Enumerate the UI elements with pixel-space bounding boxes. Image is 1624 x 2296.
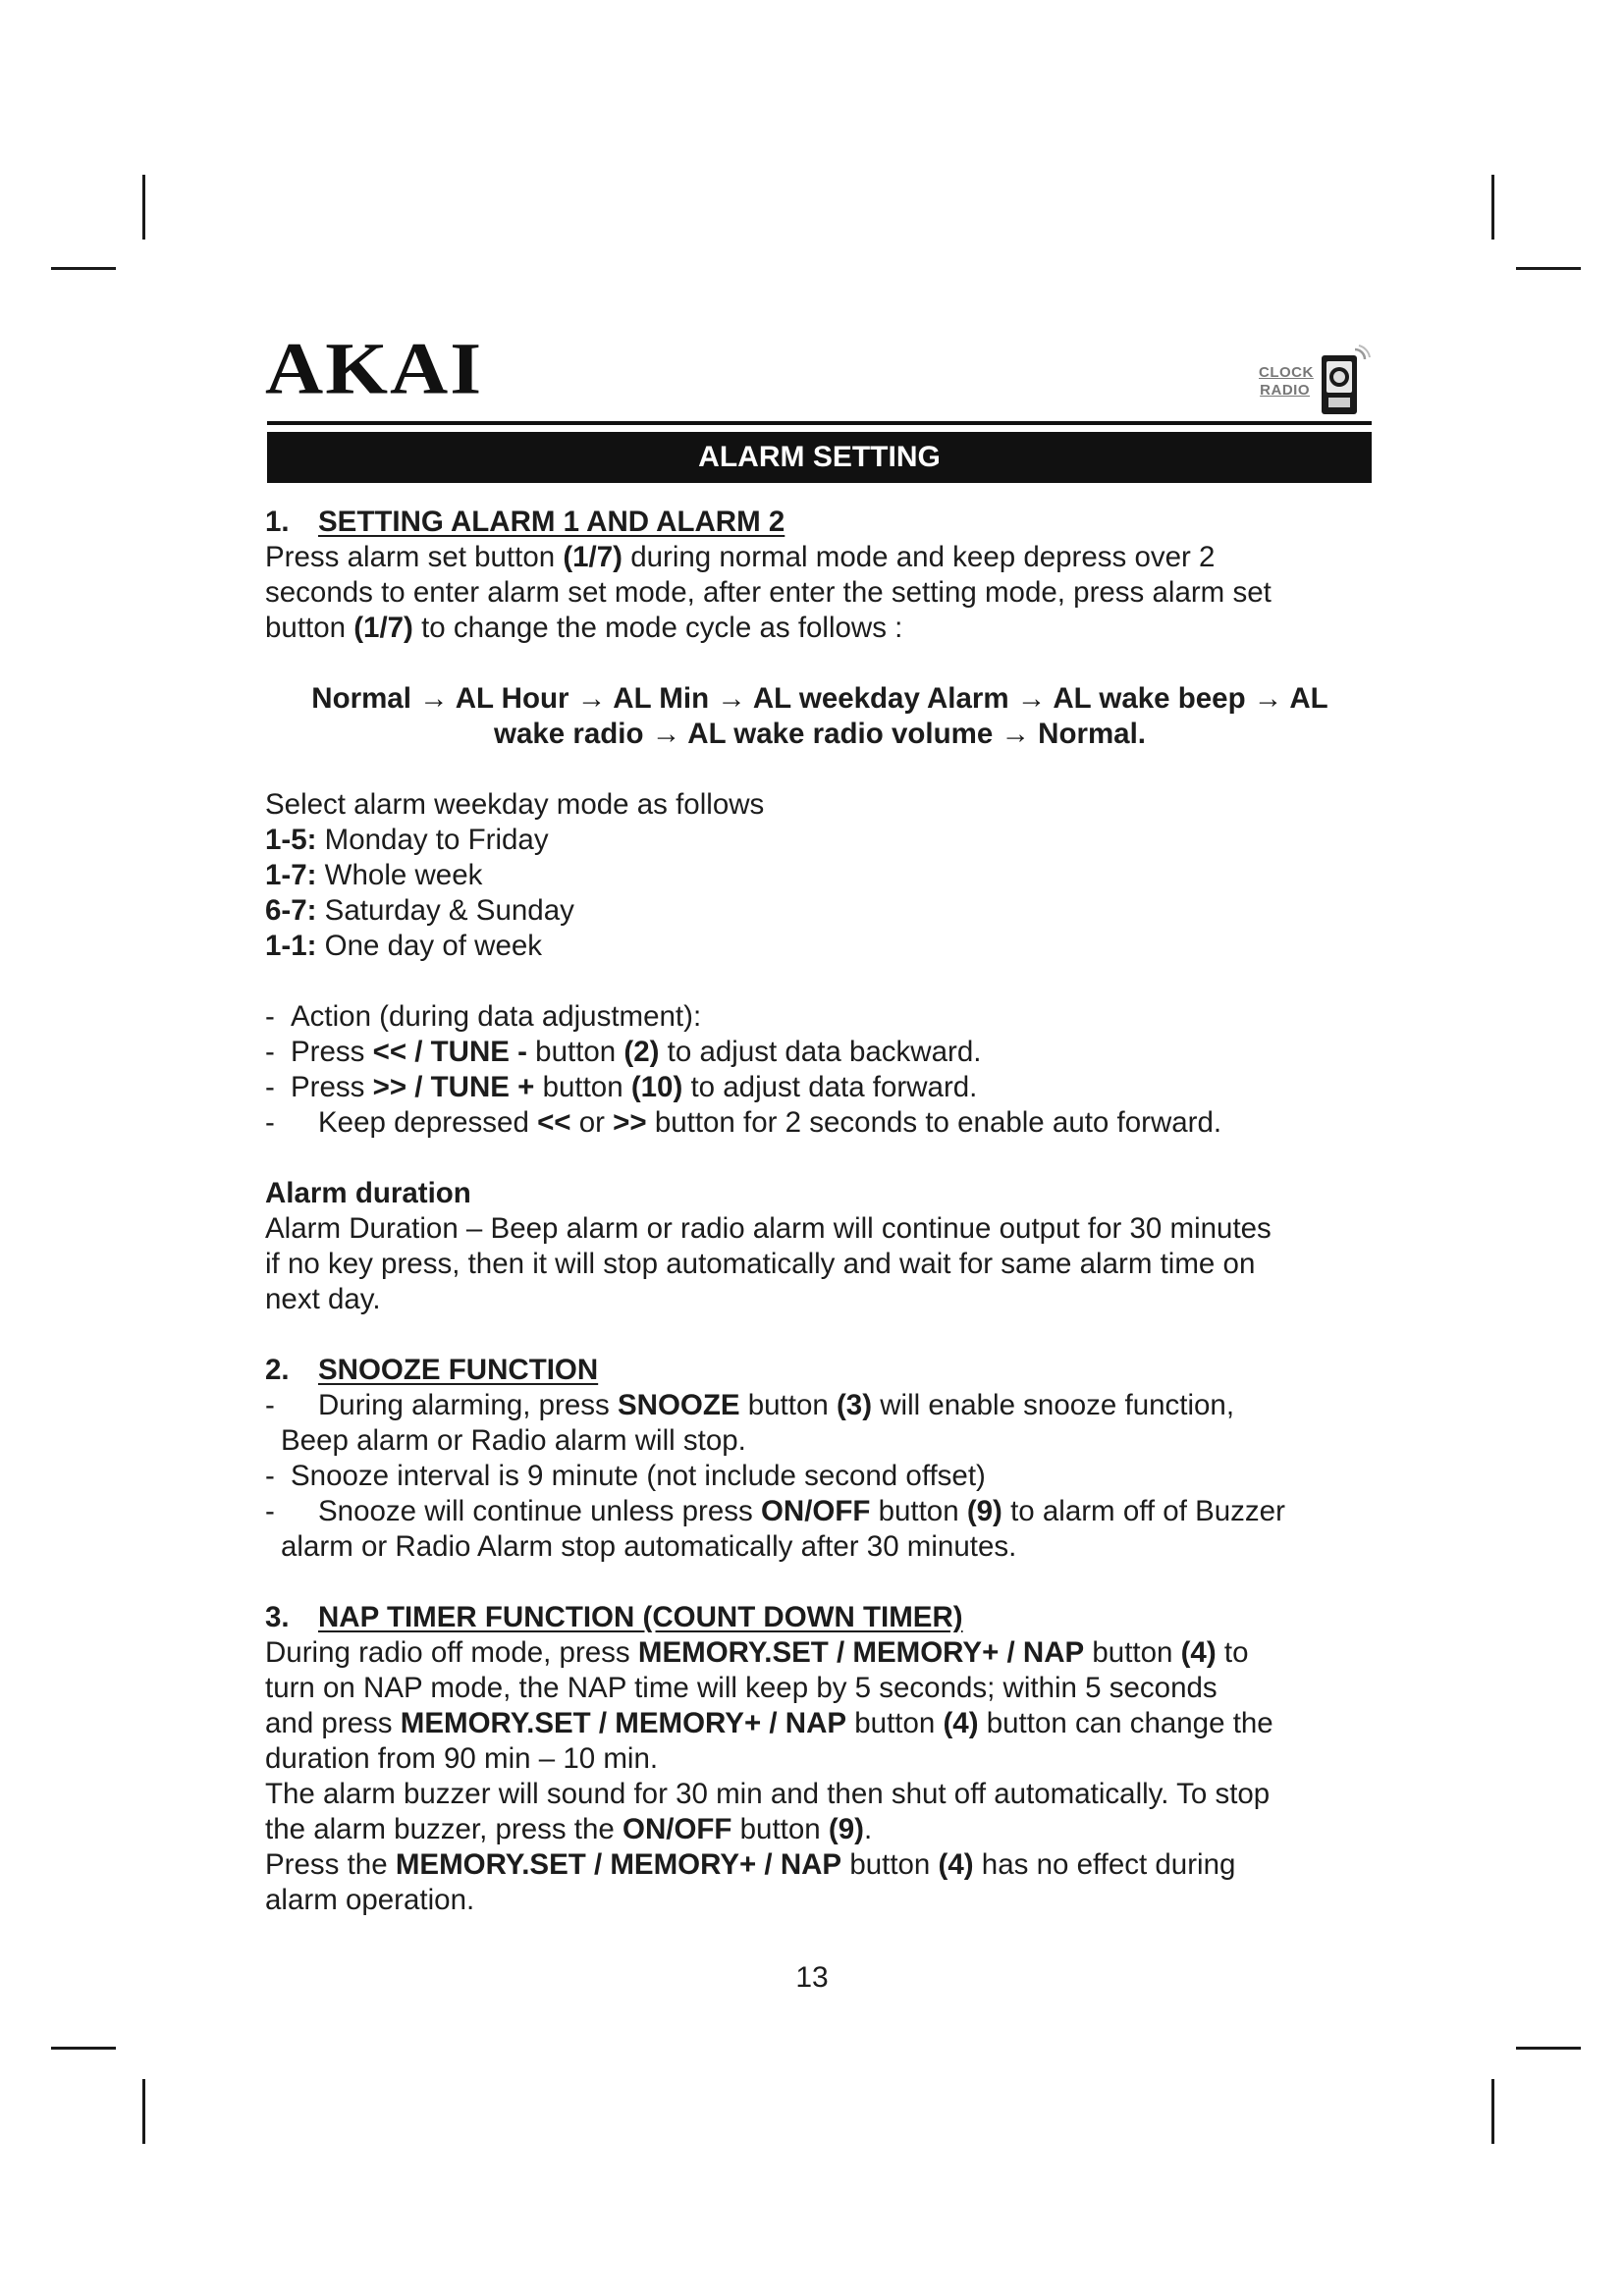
bullet-text: Snooze interval is 9 minute (not include second offset) [291,1460,986,1492]
bullet-dash: - [265,1000,275,1033]
bold-text: ON/OFF [623,1813,732,1845]
bold-text: >> / TUNE + [372,1071,535,1103]
page-content [265,505,1375,1918]
crop-mark [51,2047,116,2050]
action-item [265,1105,1375,1141]
bullet-continuation: Beep alarm or Radio alarm will stop. [281,1424,746,1457]
weekday-mode-item: 1-1: One day of week [265,930,543,962]
paragraph-line: if no key press, then it will stop automatically and wait for same alarm time on [265,1248,1256,1280]
crop-mark [1491,175,1494,240]
weekday-code: 1-5: [265,824,317,856]
crop-mark [142,2079,145,2144]
paragraph-line: During radio off mode, press MEMORY.SET / MEMORY+ / NAP button (4) to [265,1636,1249,1669]
brand-logo: AKAI [265,327,484,410]
bullet-dash: - [265,1036,275,1068]
badge-line-1: CLOCK [1259,364,1314,381]
bullet-dash: - [265,1460,275,1492]
weekday-code: 6-7: [265,894,317,927]
paragraph-line: alarm operation. [265,1884,475,1916]
bold-text: (4) [1180,1636,1217,1669]
snooze-item [265,1388,1375,1423]
bold-text: << / TUNE - [372,1036,527,1068]
page-number: 13 [795,1961,829,1994]
paragraph-line: button (1/7) to change the mode cycle as follows : [265,612,903,644]
snooze-item [265,1459,1375,1494]
bold-text: MEMORY.SET / MEMORY+ / NAP [400,1707,847,1739]
weekday-code: 1-7: [265,859,317,891]
paragraph-line: Press the MEMORY.SET / MEMORY+ / NAP button (4) has no effect during [265,1848,1236,1881]
bullet-dash: - [265,1071,275,1103]
paragraph-line: turn on NAP mode, the NAP time will keep by 5 seconds; within 5 seconds [265,1672,1218,1704]
bullet-text: Keep depressed << or >> button for 2 seconds to enable auto forward. [318,1106,1222,1139]
weekday-intro: Select alarm weekday mode as follows [265,788,765,821]
action-item [265,999,1375,1035]
alarm-duration-heading: Alarm duration [265,1177,471,1209]
paragraph-line: seconds to enter alarm set mode, after enter the setting mode, press alarm set [265,576,1272,609]
crop-mark [51,267,116,270]
bullet-continuation: alarm or Radio Alarm stop automatically after 30 minutes. [281,1530,1017,1563]
bullet-text: Action (during data adjustment): [291,1000,702,1033]
weekday-mode-list [265,823,1375,964]
bullet-text: Snooze will continue unless press ON/OFF button (9) to alarm off of Buzzer [318,1495,1285,1527]
bold-text: (10) [630,1071,683,1103]
section-1-intro [265,540,1375,646]
crop-mark [1516,267,1581,270]
mode-cycle-line-2: wake radio → AL wake radio volume → Normal. [494,718,1146,750]
bold-text: << [537,1106,571,1139]
bold-text: >> [613,1106,647,1139]
action-item [265,1070,1375,1105]
clock-radio-badge [1259,344,1375,416]
bold-text: (4) [938,1848,974,1881]
bold-text: (2) [623,1036,660,1068]
action-item [265,1035,1375,1070]
page-title: ALARM SETTING [267,432,1372,483]
section-1-heading: 1. SETTING ALARM 1 AND ALARM 2 [265,506,785,538]
bold-text: (3) [836,1389,873,1421]
weekday-mode-item: 1-5: Monday to Friday [265,824,549,856]
bold-text: (1/7) [563,541,623,573]
bold-text: (9) [828,1813,864,1845]
weekday-code: 1-1: [265,930,317,962]
bold-text: MEMORY.SET / MEMORY+ / NAP [395,1848,842,1881]
paragraph-line: the alarm buzzer, press the ON/OFF button (9). [265,1813,873,1845]
bullet-text: During alarming, press SNOOZE button (3) will enable snooze function, [318,1389,1235,1421]
paragraph-line: and press MEMORY.SET / MEMORY+ / NAP button (4) button can change the [265,1707,1273,1739]
weekday-mode-item: 1-7: Whole week [265,859,483,891]
paragraph-line: Press alarm set button (1/7) during normal mode and keep depress over 2 [265,541,1216,573]
crop-mark [142,175,145,240]
bullet-dash: - [265,1106,275,1139]
bold-text: (1/7) [353,612,413,644]
bullet-text: Press >> / TUNE + button (10) to adjust data forward. [291,1071,978,1103]
header-rule [267,421,1372,425]
bold-text: SNOOZE [617,1389,740,1421]
bullet-dash: - [265,1389,275,1421]
action-list [265,999,1375,1141]
crop-mark [1516,2047,1581,2050]
paragraph-line: Alarm Duration – Beep alarm or radio alarm will continue output for 30 minutes [265,1212,1272,1245]
section-3-heading: 3. NAP TIMER FUNCTION (COUNT DOWN TIMER) [265,1601,963,1633]
bold-text: (4) [943,1707,979,1739]
bold-text: MEMORY.SET / MEMORY+ / NAP [637,1636,1085,1669]
snooze-list [265,1388,1375,1565]
mode-cycle-line-1: Normal → AL Hour → AL Min → AL weekday Alarm → AL wake beep → AL [311,682,1328,715]
paragraph-line: The alarm buzzer will sound for 30 min and then shut off automatically. To stop [265,1778,1271,1810]
paragraph-line: next day. [265,1283,381,1315]
snooze-item [265,1494,1375,1529]
bold-text: (9) [966,1495,1002,1527]
crop-mark [1491,2079,1494,2144]
bullet-text: Press << / TUNE - button (2) to adjust data backward. [291,1036,982,1068]
bullet-dash: - [265,1495,275,1527]
nap-timer-text [265,1635,1375,1918]
bold-text: ON/OFF [760,1495,871,1527]
section-2-heading: 2. SNOOZE FUNCTION [265,1354,599,1386]
badge-line-2: RADIO [1260,382,1310,399]
paragraph-line: duration from 90 min – 10 min. [265,1742,659,1775]
clock-radio-icon [1316,344,1375,416]
alarm-duration-text [265,1211,1375,1317]
weekday-mode-item: 6-7: Saturday & Sunday [265,894,574,927]
